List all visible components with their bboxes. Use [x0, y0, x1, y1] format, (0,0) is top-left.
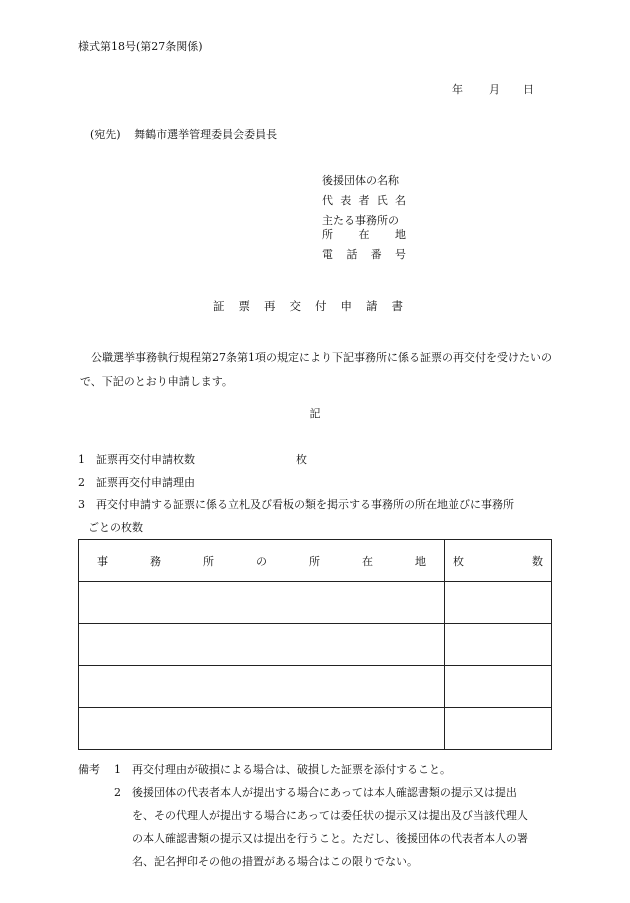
org-name-label: 後援団体の名称: [322, 174, 399, 187]
office-table: [78, 539, 552, 750]
addressee-prefix: (宛先): [90, 128, 121, 141]
location-cell[interactable]: [79, 624, 445, 666]
office-label-line1: 主たる事務所の: [322, 214, 399, 227]
table-row: [79, 582, 552, 624]
list-item: 2 証票再交付申請理由: [78, 475, 195, 489]
table-row: [79, 708, 552, 750]
remarks: [78, 758, 528, 868]
body-text: 公職選挙事務執行規程第27条第1項の規定により下記事務所に係る証票の再交付を受けたいので、下記のとおり申請します。: [80, 351, 552, 388]
table-row: [79, 624, 552, 666]
form-number: 様式第18号(第27条関係): [78, 40, 203, 53]
addressee-name: 舞鶴市選挙管理委員会委員長: [134, 128, 278, 141]
date-month-label: 月: [489, 83, 500, 96]
location-cell[interactable]: [79, 666, 445, 708]
count-cell[interactable]: [445, 666, 552, 708]
representative-label: 代表者氏名: [322, 194, 406, 207]
ki-heading: 記: [309, 407, 321, 420]
office-label-line2: 所在地: [322, 228, 406, 241]
list-item-continuation: ごとの枚数: [88, 520, 143, 534]
remark-1: 備考 1 再交付理由が破損による場合は、破損した証票を添付すること。: [78, 758, 451, 781]
count-cell[interactable]: [445, 624, 552, 666]
date-year-label: 年: [452, 83, 463, 96]
addressee: [90, 126, 277, 142]
table-row: [79, 666, 552, 708]
header-location: 事 務 所 の 所 在 地: [79, 540, 445, 582]
list-item: 1 証票再交付申請枚数 枚: [78, 453, 307, 466]
count-cell[interactable]: [445, 708, 552, 750]
count-cell[interactable]: [445, 582, 552, 624]
header-count: 枚 数: [445, 540, 552, 582]
location-cell[interactable]: [79, 582, 445, 624]
table-header-row: [79, 540, 552, 582]
date-day-label: 日: [523, 83, 534, 96]
phone-label: 電話番号: [322, 248, 406, 261]
remark-2: 2 後援団体の代表者本人が提出する場合にあっては本人確認書類の提示又は提出 を、その代理人が提出する場合にあっては委任状の提示又は提出及び当該代理人 の本人確認書類の提示又は提出を行うこと。ただし、後援団体の代表者本人の署 名、記名押印その他の措置がある場合はこの限りでない。: [114, 786, 528, 868]
list-item: 3 再交付申請する証票に係る立札及び看板の類を掲示する事務所の所在地並びに事務所: [78, 498, 514, 511]
applicant-block: [322, 171, 406, 265]
document-title: 証票再交付申請書: [213, 299, 417, 313]
remarks-label: 備考: [78, 763, 100, 776]
item-list: [78, 449, 514, 539]
location-cell[interactable]: [79, 708, 445, 750]
